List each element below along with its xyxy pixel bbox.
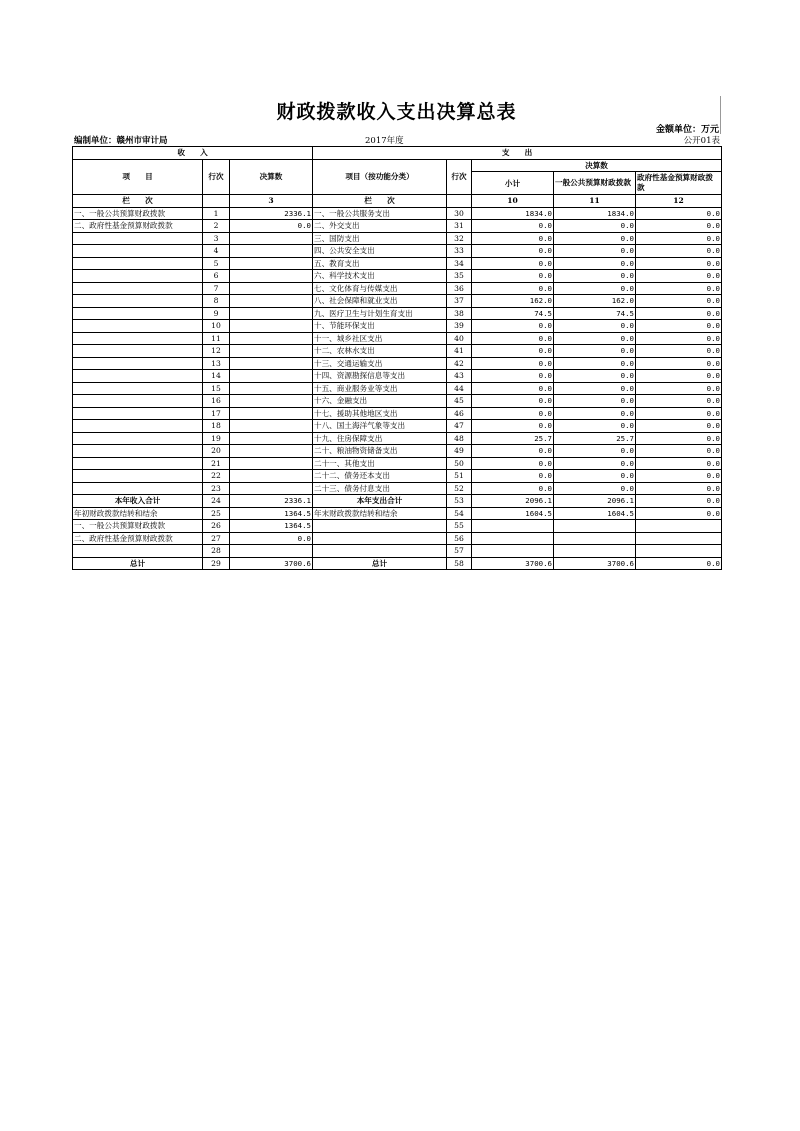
expense-row-no-cell: 48: [447, 432, 472, 445]
table-row: [73, 432, 722, 445]
col-3: 3: [230, 195, 313, 208]
income-item-cell: [73, 395, 203, 408]
income-item-cell: [73, 307, 203, 320]
income-item-cell: [73, 232, 203, 245]
expense-row-no-cell: 46: [447, 407, 472, 420]
subtotal-cell: [472, 532, 554, 545]
subtotal-cell: 0.0: [472, 357, 554, 370]
income-row-no-cell: 27: [203, 532, 230, 545]
table-row: [73, 320, 722, 333]
income-amount-cell: [230, 545, 313, 558]
subtotal-cell: 0.0: [472, 320, 554, 333]
subtotal-cell: 0.0: [472, 257, 554, 270]
org-label: 编制单位：赣州市审计局: [74, 136, 168, 146]
table-row: [73, 545, 722, 558]
subtotal-cell: 3700.6: [472, 557, 554, 570]
subtotal-cell: 0.0: [472, 445, 554, 458]
expense-item-cell: [313, 545, 447, 558]
fund-cell: 0.0: [636, 257, 722, 270]
income-header: 收 入: [73, 147, 313, 160]
table-row: [73, 457, 722, 470]
general-cell: 74.5: [554, 307, 636, 320]
subtotal-cell: 162.0: [472, 295, 554, 308]
general-cell: 0.0: [554, 282, 636, 295]
general-cell: 0.0: [554, 482, 636, 495]
fund-cell: [636, 520, 722, 533]
income-item-cell: [73, 245, 203, 258]
table-row: [73, 345, 722, 358]
expense-item-cell: 三、国防支出: [313, 232, 447, 245]
general-cell: 2096.1: [554, 495, 636, 508]
expense-row-no-cell: 30: [447, 207, 472, 220]
expense-row-no-cell: 44: [447, 382, 472, 395]
year-label: 2017年度: [365, 136, 404, 146]
income-row-no-cell: 8: [203, 295, 230, 308]
income-row-no-cell: 15: [203, 382, 230, 395]
income-item-cell: [73, 320, 203, 333]
subtotal-cell: 0.0: [472, 395, 554, 408]
expense-item-cell: 十九、住房保障支出: [313, 432, 447, 445]
table-row: [73, 495, 722, 508]
income-item-cell: [73, 482, 203, 495]
table-row: [73, 470, 722, 483]
income-amount-cell: [230, 357, 313, 370]
finance-table: [72, 146, 722, 570]
income-row-no-cell: 24: [203, 495, 230, 508]
expense-item-cell: 七、文化体育与传媒支出: [313, 282, 447, 295]
income-item-cell: [73, 407, 203, 420]
general-cell: 0.0: [554, 245, 636, 258]
fund-cell: 0.0: [636, 495, 722, 508]
fund-cell: 0.0: [636, 470, 722, 483]
income-item-cell: [73, 420, 203, 433]
final-header: 决算数: [472, 159, 722, 172]
income-amount-cell: 2336.1: [230, 207, 313, 220]
income-row-no-cell: 21: [203, 457, 230, 470]
income-amount-cell: [230, 420, 313, 433]
income-amount-cell: 1364.5: [230, 507, 313, 520]
general-cell: 25.7: [554, 432, 636, 445]
income-item-cell: 二、政府性基金预算财政拨款: [73, 220, 203, 233]
fund-cell: [636, 532, 722, 545]
general-cell: 0.0: [554, 232, 636, 245]
income-row-no-cell: 2: [203, 220, 230, 233]
expense-item-cell: [313, 520, 447, 533]
fund-cell: [636, 545, 722, 558]
col-11: 11: [554, 195, 636, 208]
general-cell: 0.0: [554, 420, 636, 433]
income-item-cell: [73, 282, 203, 295]
expense-row-no-cell: 47: [447, 420, 472, 433]
expense-row-no-cell: 50: [447, 457, 472, 470]
fund-cell: 0.0: [636, 332, 722, 345]
income-amount-cell: 1364.5: [230, 520, 313, 533]
subtotal-cell: 25.7: [472, 432, 554, 445]
income-amount-cell: [230, 407, 313, 420]
table-row: [73, 220, 722, 233]
income-item-cell: 一、一般公共预算财政拨款: [73, 520, 203, 533]
income-row-no-cell: 4: [203, 245, 230, 258]
item-header: 项 目: [73, 159, 203, 195]
expense-item-cell: 本年支出合计: [313, 495, 447, 508]
subtotal-header: 小计: [472, 172, 554, 195]
expense-item-cell: 八、社会保障和就业支出: [313, 295, 447, 308]
expense-item-cell: 总计: [313, 557, 447, 570]
table-row: [73, 357, 722, 370]
general-cell: 0.0: [554, 395, 636, 408]
income-row-no-cell: 13: [203, 357, 230, 370]
expense-header: 支 出: [313, 147, 722, 160]
income-amount-cell: [230, 295, 313, 308]
income-item-cell: [73, 445, 203, 458]
expense-row-no-cell: 32: [447, 232, 472, 245]
income-row-no-cell: 28: [203, 545, 230, 558]
income-amount-cell: [230, 395, 313, 408]
subtotal-cell: 0.0: [472, 270, 554, 283]
income-row-no-cell: 6: [203, 270, 230, 283]
expense-row-no-cell: 38: [447, 307, 472, 320]
table-row: [73, 520, 722, 533]
income-row-no-cell: 3: [203, 232, 230, 245]
expense-item-cell: 二十三、债务付息支出: [313, 482, 447, 495]
income-item-cell: [73, 382, 203, 395]
income-item-cell: 年初财政拨款结转和结余: [73, 507, 203, 520]
income-row-no-cell: 20: [203, 445, 230, 458]
col-12: 12: [636, 195, 722, 208]
row-no2-header: 行次: [447, 159, 472, 195]
col-blank-1: [203, 195, 230, 208]
fund-cell: 0.0: [636, 407, 722, 420]
income-amount-cell: [230, 332, 313, 345]
income-row-no-cell: 17: [203, 407, 230, 420]
expense-item-cell: 二十一、其他支出: [313, 457, 447, 470]
subtotal-cell: 0.0: [472, 457, 554, 470]
expense-item-cell: 六、科学技术支出: [313, 270, 447, 283]
fund-cell: 0.0: [636, 357, 722, 370]
income-amount-cell: [230, 457, 313, 470]
income-amount-cell: 0.0: [230, 220, 313, 233]
expense-row-no-cell: 35: [447, 270, 472, 283]
general-cell: [554, 520, 636, 533]
income-row-no-cell: 10: [203, 320, 230, 333]
income-item-cell: [73, 470, 203, 483]
expense-item-cell: 十七、援助其他地区支出: [313, 407, 447, 420]
expense-item-cell: [313, 532, 447, 545]
income-row-no-cell: 9: [203, 307, 230, 320]
table-row: [73, 507, 722, 520]
fund-cell: 0.0: [636, 270, 722, 283]
table-row: [73, 407, 722, 420]
income-amount-cell: [230, 282, 313, 295]
table-row: [73, 332, 722, 345]
expense-row-no-cell: 58: [447, 557, 472, 570]
income-amount-cell: [230, 307, 313, 320]
general-cell: 1604.5: [554, 507, 636, 520]
general-cell: 0.0: [554, 407, 636, 420]
meta-row: [72, 134, 721, 146]
expense-row-no-cell: 45: [447, 395, 472, 408]
income-item-cell: 二、政府性基金预算财政拨款: [73, 532, 203, 545]
fund-cell: 0.0: [636, 507, 722, 520]
subtotal-cell: [472, 545, 554, 558]
income-amount-cell: [230, 445, 313, 458]
general-cell: 0.0: [554, 220, 636, 233]
expense-item-cell: 四、公共安全支出: [313, 245, 447, 258]
fund-cell: 0.0: [636, 482, 722, 495]
income-item-cell: [73, 457, 203, 470]
subtotal-cell: 1604.5: [472, 507, 554, 520]
expense-item-cell: 二十、粮油物资储备支出: [313, 445, 447, 458]
expense-item-cell: 十二、农林水支出: [313, 345, 447, 358]
income-item-cell: [73, 545, 203, 558]
fund-cell: 0.0: [636, 420, 722, 433]
expense-item-cell: 十四、资源勘探信息等支出: [313, 370, 447, 383]
expense-item-cell: 十六、金融支出: [313, 395, 447, 408]
subtotal-cell: [472, 520, 554, 533]
table-row: [73, 270, 722, 283]
fund-cell: 0.0: [636, 345, 722, 358]
income-item-cell: [73, 332, 203, 345]
expense-row-no-cell: 51: [447, 470, 472, 483]
fund-header: 政府性基金预算财政拨款: [636, 172, 722, 195]
subtotal-cell: 0.0: [472, 282, 554, 295]
subtotal-cell: 0.0: [472, 245, 554, 258]
income-item-cell: [73, 432, 203, 445]
income-item-cell: [73, 370, 203, 383]
subtotal-cell: 0.0: [472, 407, 554, 420]
income-row-no-cell: 18: [203, 420, 230, 433]
fund-cell: 0.0: [636, 232, 722, 245]
general-header: 一般公共预算财政拨款: [554, 172, 636, 195]
expense-row-no-cell: 43: [447, 370, 472, 383]
subtotal-cell: 0.0: [472, 470, 554, 483]
general-cell: 3700.6: [554, 557, 636, 570]
general-cell: 0.0: [554, 382, 636, 395]
row-no-header: 行次: [203, 159, 230, 195]
func-item-header: 项目（按功能分类）: [313, 159, 447, 195]
income-row-no-cell: 22: [203, 470, 230, 483]
income-row-no-cell: 12: [203, 345, 230, 358]
income-amount-cell: [230, 257, 313, 270]
general-cell: 0.0: [554, 445, 636, 458]
col-label-2: 栏 次: [313, 195, 447, 208]
income-row-no-cell: 29: [203, 557, 230, 570]
income-amount-cell: 0.0: [230, 532, 313, 545]
fund-cell: 0.0: [636, 432, 722, 445]
expense-row-no-cell: 33: [447, 245, 472, 258]
col-label: 栏 次: [73, 195, 203, 208]
income-row-no-cell: 5: [203, 257, 230, 270]
header-row-1: [73, 147, 722, 160]
expense-item-cell: 十五、商业服务业等支出: [313, 382, 447, 395]
table-row: [73, 295, 722, 308]
subtotal-cell: 0.0: [472, 482, 554, 495]
general-cell: 1834.0: [554, 207, 636, 220]
general-cell: [554, 545, 636, 558]
income-amount-cell: [230, 245, 313, 258]
income-item-cell: 总计: [73, 557, 203, 570]
expense-row-no-cell: 42: [447, 357, 472, 370]
expense-row-no-cell: 57: [447, 545, 472, 558]
general-cell: [554, 532, 636, 545]
table-row: [73, 307, 722, 320]
expense-row-no-cell: 53: [447, 495, 472, 508]
income-row-no-cell: 1: [203, 207, 230, 220]
income-item-cell: [73, 357, 203, 370]
expense-item-cell: 十、节能环保支出: [313, 320, 447, 333]
expense-row-no-cell: 41: [447, 345, 472, 358]
income-item-cell: [73, 345, 203, 358]
expense-item-cell: 一、一般公共服务支出: [313, 207, 447, 220]
expense-row-no-cell: 37: [447, 295, 472, 308]
income-amount-cell: [230, 370, 313, 383]
general-cell: 0.0: [554, 345, 636, 358]
expense-row-no-cell: 36: [447, 282, 472, 295]
subtotal-cell: 74.5: [472, 307, 554, 320]
income-row-no-cell: 25: [203, 507, 230, 520]
subtotal-cell: 0.0: [472, 345, 554, 358]
expense-row-no-cell: 34: [447, 257, 472, 270]
table-row: [73, 557, 722, 570]
fund-cell: 0.0: [636, 207, 722, 220]
page-title: 财政拨款收入支出决算总表: [276, 101, 517, 123]
income-amount-cell: [230, 232, 313, 245]
expense-row-no-cell: 52: [447, 482, 472, 495]
fund-cell: 0.0: [636, 370, 722, 383]
table-row: [73, 482, 722, 495]
expense-row-no-cell: 54: [447, 507, 472, 520]
expense-row-no-cell: 40: [447, 332, 472, 345]
fund-cell: 0.0: [636, 320, 722, 333]
unit-label: 金额单位：万元: [655, 125, 719, 135]
income-row-no-cell: 7: [203, 282, 230, 295]
subtotal-cell: 0.0: [472, 420, 554, 433]
general-cell: 0.0: [554, 470, 636, 483]
general-cell: 162.0: [554, 295, 636, 308]
col-blank-2: [447, 195, 472, 208]
general-cell: 0.0: [554, 257, 636, 270]
table-row: [73, 282, 722, 295]
column-number-row: [73, 195, 722, 208]
expense-item-cell: 九、医疗卫生与计划生育支出: [313, 307, 447, 320]
expense-item-cell: 十三、交通运输支出: [313, 357, 447, 370]
income-amount-cell: [230, 345, 313, 358]
fund-cell: 0.0: [636, 382, 722, 395]
general-cell: 0.0: [554, 457, 636, 470]
expense-item-cell: 二十二、债务还本支出: [313, 470, 447, 483]
general-cell: 0.0: [554, 270, 636, 283]
general-cell: 0.0: [554, 320, 636, 333]
table-row: [73, 370, 722, 383]
amount-header: 决算数: [230, 159, 313, 195]
income-item-cell: [73, 257, 203, 270]
fund-cell: 0.0: [636, 395, 722, 408]
income-row-no-cell: 26: [203, 520, 230, 533]
income-amount-cell: [230, 432, 313, 445]
table-row: [73, 395, 722, 408]
income-amount-cell: [230, 320, 313, 333]
general-cell: 0.0: [554, 357, 636, 370]
expense-item-cell: 五、教育支出: [313, 257, 447, 270]
expense-item-cell: 年末财政拨款结转和结余: [313, 507, 447, 520]
income-row-no-cell: 19: [203, 432, 230, 445]
fund-cell: 0.0: [636, 457, 722, 470]
general-cell: 0.0: [554, 332, 636, 345]
expense-row-no-cell: 31: [447, 220, 472, 233]
subtotal-cell: 0.0: [472, 370, 554, 383]
table-row: [73, 382, 722, 395]
col-10: 10: [472, 195, 554, 208]
income-item-cell: [73, 295, 203, 308]
table-row: [73, 245, 722, 258]
table-row: [73, 257, 722, 270]
subtotal-cell: 0.0: [472, 382, 554, 395]
income-item-cell: [73, 270, 203, 283]
fund-cell: 0.0: [636, 295, 722, 308]
income-amount-cell: [230, 382, 313, 395]
subtotal-cell: 0.0: [472, 332, 554, 345]
general-cell: 0.0: [554, 370, 636, 383]
fund-cell: 0.0: [636, 307, 722, 320]
fund-cell: 0.0: [636, 445, 722, 458]
income-amount-cell: [230, 470, 313, 483]
income-row-no-cell: 16: [203, 395, 230, 408]
income-row-no-cell: 23: [203, 482, 230, 495]
expense-row-no-cell: 39: [447, 320, 472, 333]
expense-row-no-cell: 49: [447, 445, 472, 458]
income-item-cell: 一、一般公共预算财政拨款: [73, 207, 203, 220]
income-row-no-cell: 11: [203, 332, 230, 345]
table-row: [73, 207, 722, 220]
table-row: [73, 420, 722, 433]
expense-item-cell: 十八、国土海洋气象等支出: [313, 420, 447, 433]
expense-row-no-cell: 56: [447, 532, 472, 545]
income-amount-cell: [230, 482, 313, 495]
form-code: 公开01表: [683, 136, 720, 146]
expense-item-cell: 十一、城乡社区支出: [313, 332, 447, 345]
table-row: [73, 532, 722, 545]
fund-cell: 0.0: [636, 245, 722, 258]
table-row: [73, 445, 722, 458]
subtotal-cell: 0.0: [472, 232, 554, 245]
subtotal-cell: 2096.1: [472, 495, 554, 508]
table-row: [73, 232, 722, 245]
subtotal-cell: 0.0: [472, 220, 554, 233]
income-row-no-cell: 14: [203, 370, 230, 383]
income-amount-cell: [230, 270, 313, 283]
income-amount-cell: 3700.6: [230, 557, 313, 570]
expense-row-no-cell: 55: [447, 520, 472, 533]
fund-cell: 0.0: [636, 557, 722, 570]
fund-cell: 0.0: [636, 220, 722, 233]
income-amount-cell: 2336.1: [230, 495, 313, 508]
header-row-2: [73, 159, 722, 172]
income-item-cell: 本年收入合计: [73, 495, 203, 508]
subtotal-cell: 1834.0: [472, 207, 554, 220]
fund-cell: 0.0: [636, 282, 722, 295]
expense-item-cell: 二、外交支出: [313, 220, 447, 233]
